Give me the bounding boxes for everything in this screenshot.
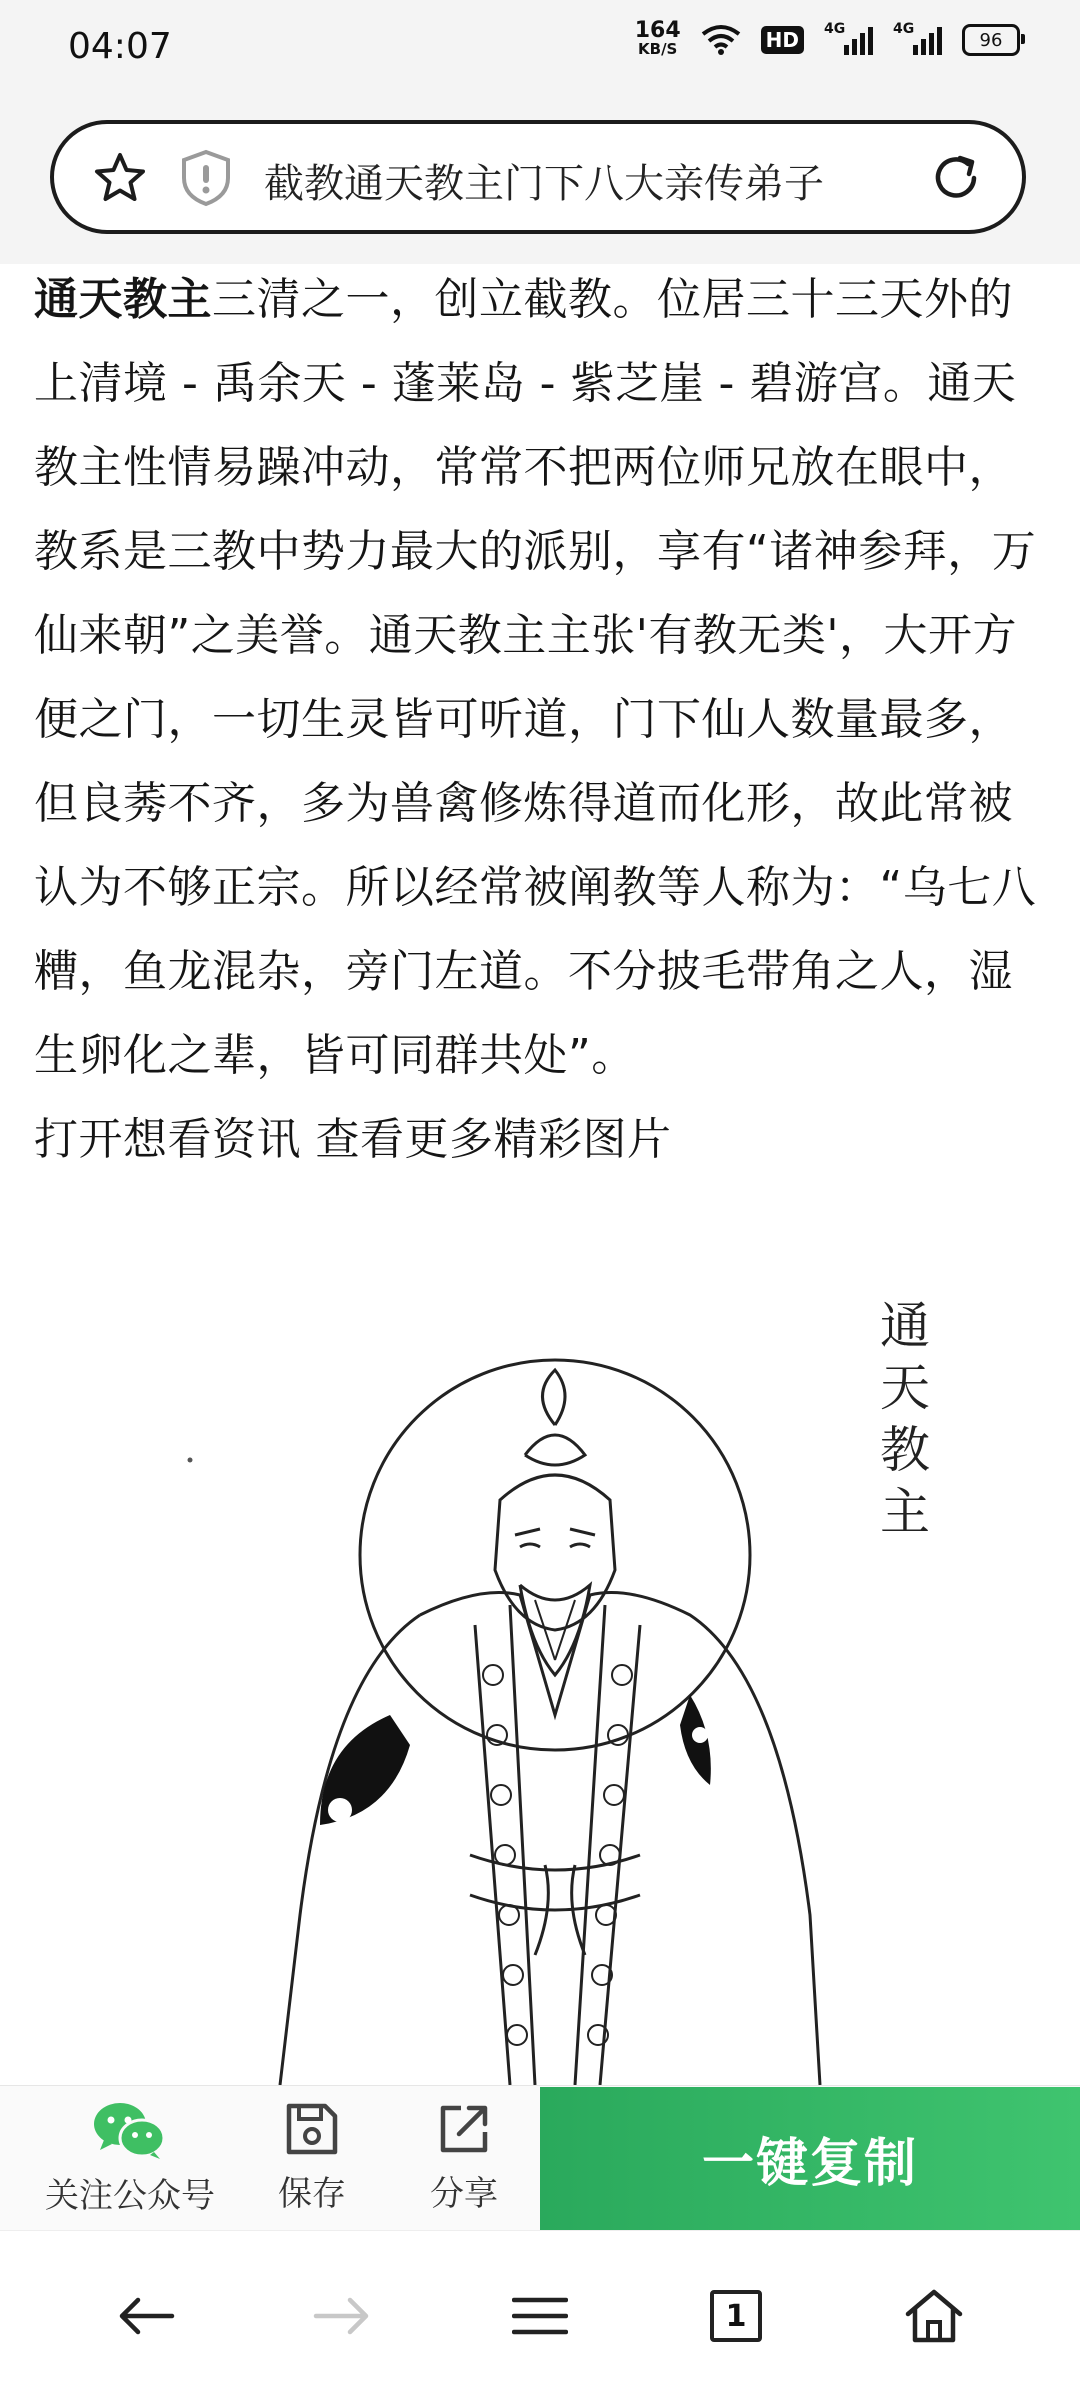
save-button[interactable] [262, 2100, 362, 2215]
sim2-label: 4G [893, 21, 915, 37]
page-title[interactable]: 截教通天教主门下八大亲传弟子 [264, 161, 824, 207]
hd-voice-icon: HD [761, 26, 804, 54]
tabs-icon [710, 2290, 762, 2342]
reload-icon[interactable] [928, 150, 984, 206]
tab-count: 1 [725, 2298, 747, 2334]
browser-toolbar [0, 100, 1080, 264]
sim1-label: 4G [824, 21, 846, 37]
more-images-link[interactable]: 打开想看资讯 查看更多精彩图片 [34, 1114, 672, 1165]
article-bold-lead: 通天教主 [34, 274, 212, 325]
status-icons [634, 18, 1020, 58]
wifi-icon [701, 24, 741, 56]
one-click-copy-button[interactable]: 一键复制 [540, 2087, 1080, 2230]
follow-account-label: 关注公众号 [45, 2176, 215, 2216]
network-speed [634, 18, 681, 58]
article-text: 三清之一，创立截教。位居三十三天外的上清境 - 禹余天 - 蓬莱岛 - 紫芝崖 - 碧游宫。通天教主性情易躁冲动，常常不把两位师兄放在眼中，教系是三教中势力最大的派别，享有“诸神参拜，万仙来朝”之美誉。通天教主主张'有教无类'，大开方便之门，一切生灵皆可听道，门下仙人数量最多，但良莠不齐，多为兽禽修炼得道而化形，故此常被认为不够正宗。所以经常被阐教等人称为：“乌七八糟，鱼龙混杂，旁门左道。不分披毛带角之人，湿生卵化之辈，皆可同群共处”。 [34, 274, 1037, 1081]
signal-sim2-icon [893, 21, 942, 55]
article-illustration [0, 1255, 1080, 2085]
save-label: 保存 [278, 2174, 346, 2214]
tabs-button[interactable] [696, 2276, 776, 2356]
article-paragraph [34, 258, 1054, 1098]
share-button[interactable] [414, 2100, 514, 2215]
share-icon [435, 2100, 493, 2158]
shield-icon[interactable] [178, 148, 234, 208]
address-bar[interactable] [50, 120, 1026, 234]
status-bar [0, 0, 1080, 100]
figure-caption: 通天教主 [880, 1297, 930, 1541]
menu-icon [512, 2296, 568, 2336]
menu-button[interactable] [500, 2276, 580, 2356]
home-button[interactable] [894, 2276, 974, 2356]
network-speed-value: 164 [634, 18, 681, 43]
signal-sim1-icon [824, 21, 873, 55]
forward-arrow-icon [312, 2296, 372, 2336]
star-icon[interactable] [92, 150, 148, 206]
save-icon [283, 2100, 341, 2158]
back-arrow-icon [116, 2296, 176, 2336]
wechat-icon [90, 2100, 170, 2160]
battery-level: 96 [979, 29, 1003, 51]
follow-account-button[interactable] [40, 2100, 220, 2217]
forward-button[interactable] [302, 2276, 382, 2356]
status-time: 04:07 [68, 26, 172, 67]
back-button[interactable] [106, 2276, 186, 2356]
battery-icon [962, 24, 1020, 56]
browser-nav-bar [0, 2230, 1080, 2401]
share-label: 分享 [430, 2174, 498, 2214]
article-body [34, 258, 1054, 1182]
network-speed-unit: KB/S [638, 40, 678, 58]
home-icon [904, 2288, 964, 2344]
